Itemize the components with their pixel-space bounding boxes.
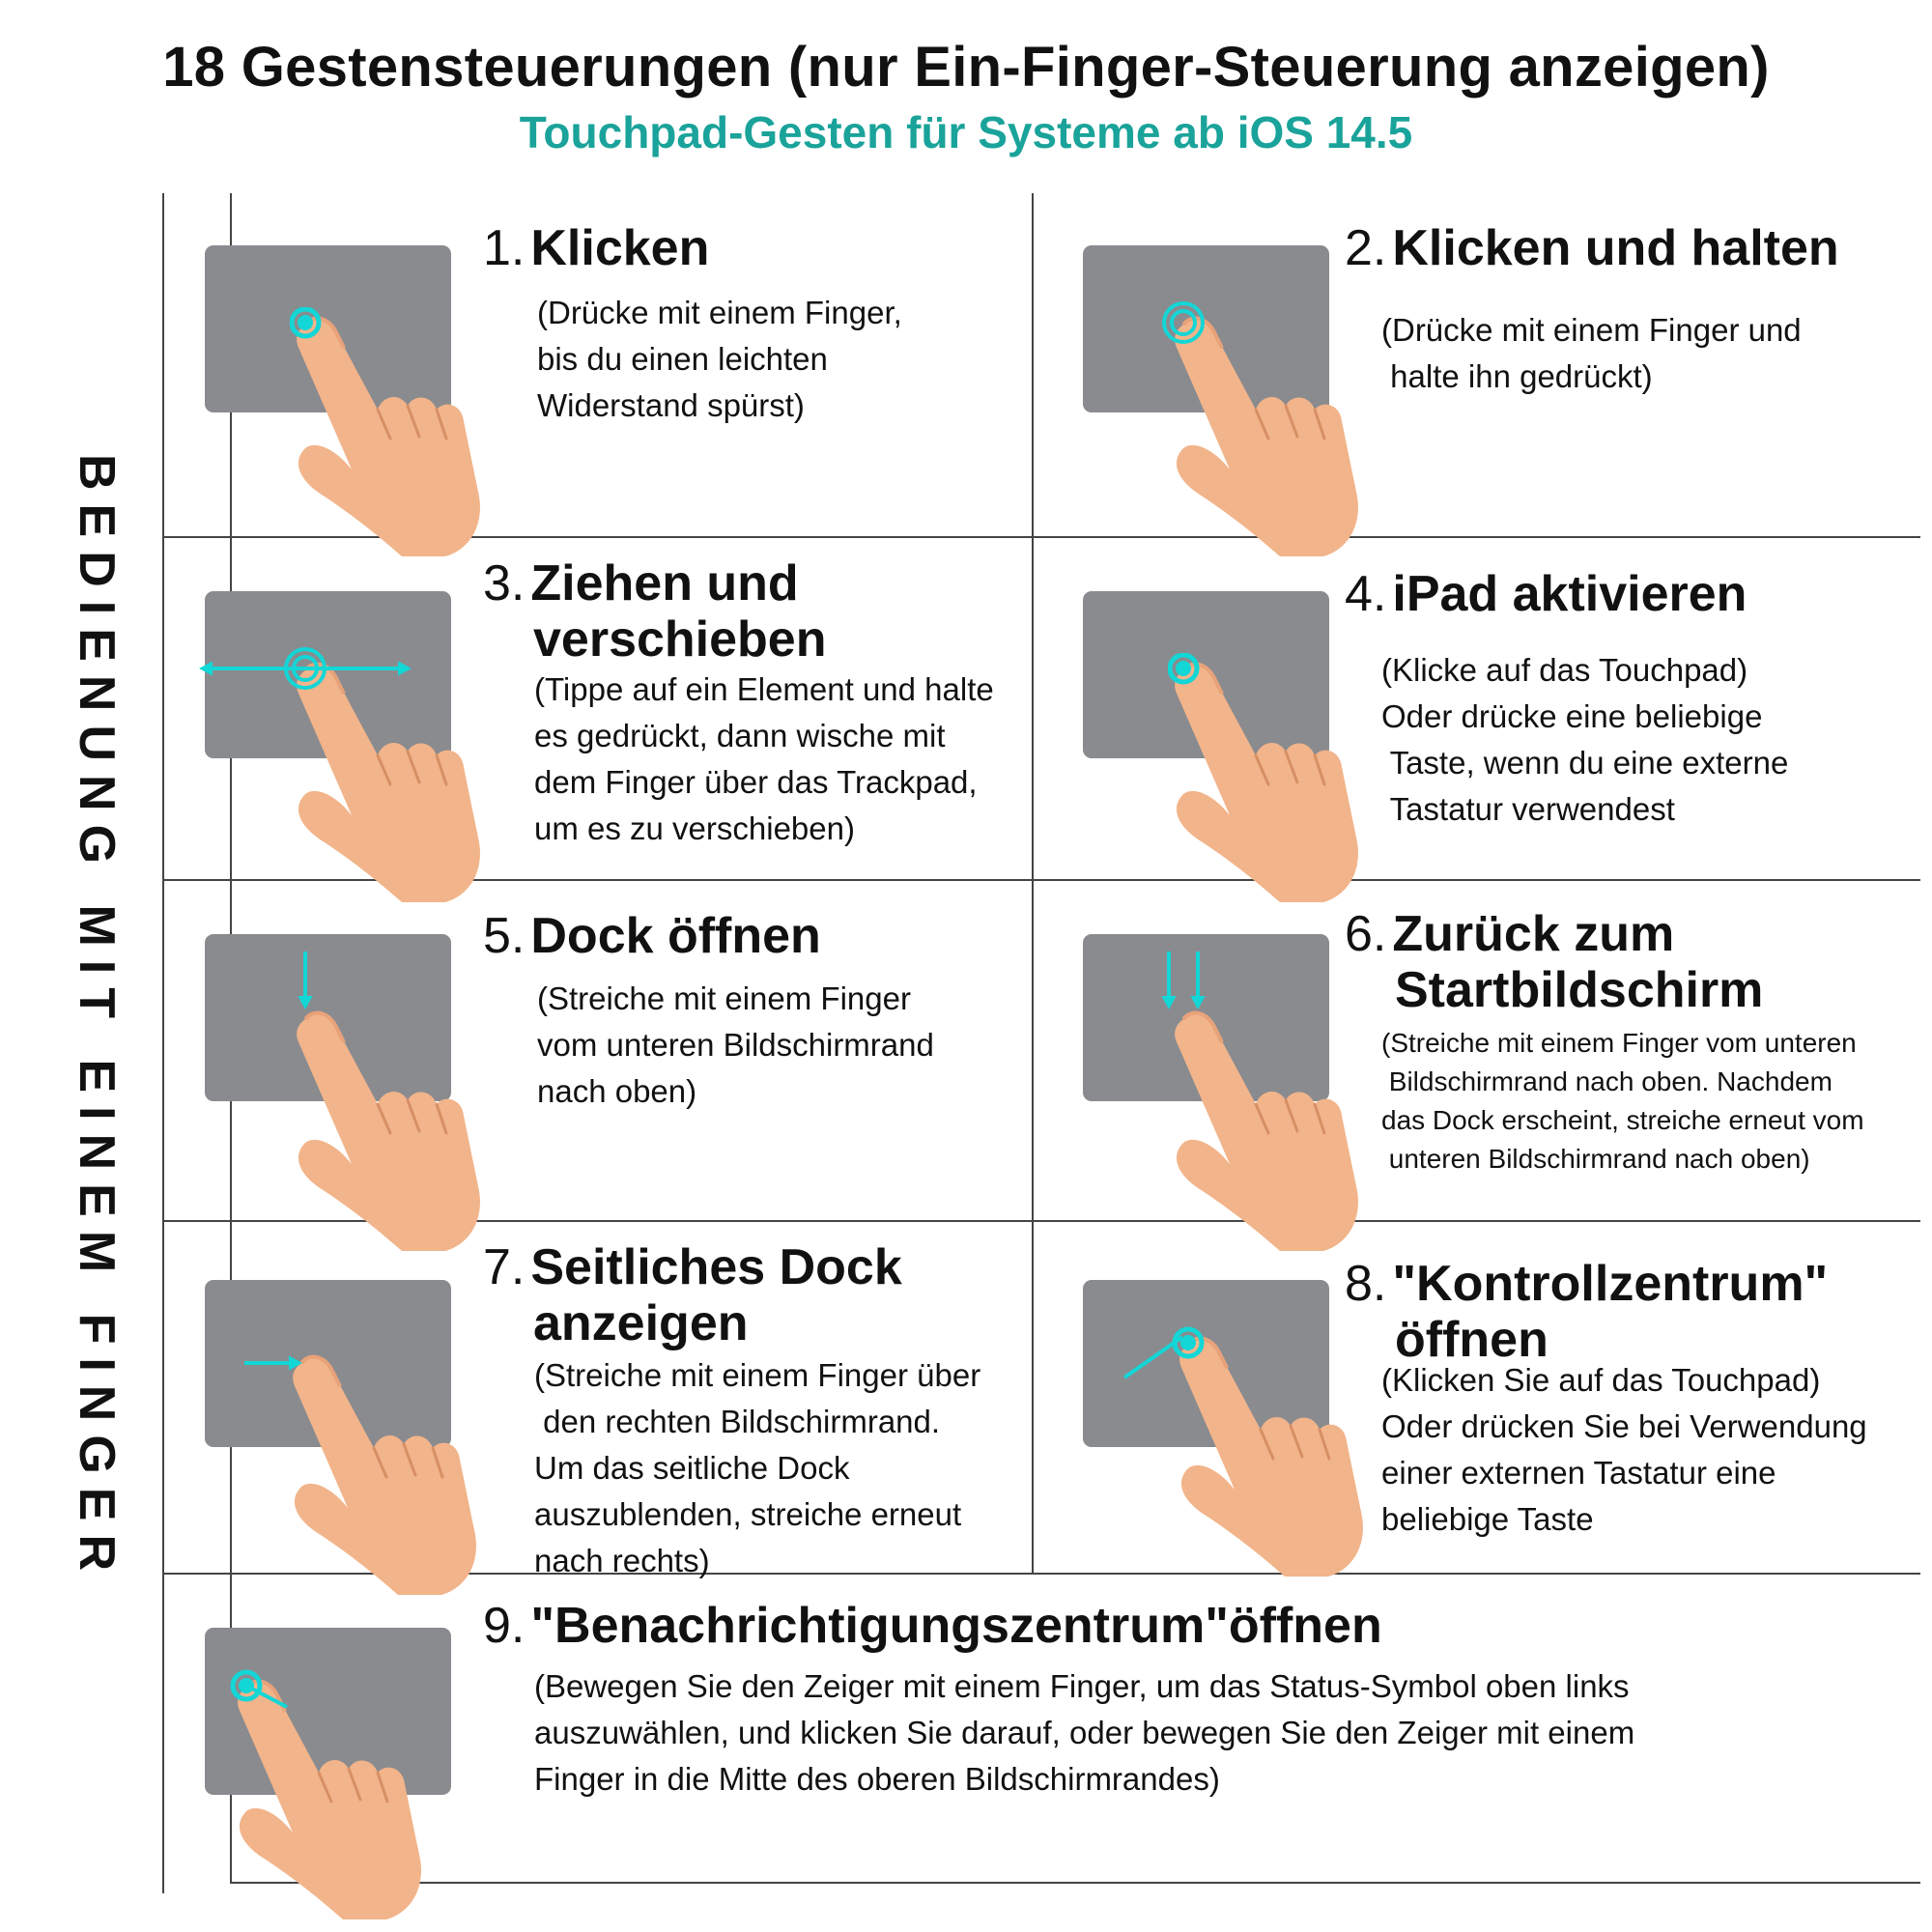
description-line: Um das seitliche Dock: [534, 1450, 850, 1486]
description-line: das Dock erscheint, streiche erneut vom: [1381, 1105, 1864, 1135]
description-line: (Streiche mit einem Finger: [537, 980, 911, 1016]
gesture-title-line: Klicken: [530, 220, 710, 276]
description-line: nach rechts): [534, 1543, 710, 1578]
description-line: Widerstand spürst): [537, 387, 805, 423]
gesture-title: [1345, 566, 1747, 622]
gesture-number: 5.: [483, 908, 526, 964]
arrow-down-icon: [209, 942, 498, 1135]
gesture-description: [1381, 1357, 1867, 1543]
drag-arrows-icon: [284, 647, 574, 840]
column-divider: [1032, 193, 1034, 1575]
gesture-title-line: öffnen: [1395, 1312, 1548, 1368]
description-line: (Drücke mit einem Finger,: [537, 295, 902, 330]
description-line: Finger in die Mitte des oberen Bildschirmrandes): [534, 1761, 1220, 1797]
gesture-description: [534, 667, 994, 852]
description-line: auszuwählen, und klicken Sie darauf, oder bewegen Sie den Zeiger mit einem: [534, 1715, 1635, 1750]
description-line: unteren Bildschirmrand nach oben): [1381, 1144, 1810, 1174]
description-line: es gedrückt, dann wische mit: [534, 718, 946, 753]
gesture-title-line: verschieben: [533, 611, 827, 668]
side-label: BEDIENUNG MIT EINEM FINGER: [69, 454, 125, 1585]
gesture-description: [537, 976, 934, 1115]
description-line: (Streiche mit einem Finger vom unteren: [1381, 1028, 1857, 1058]
description-line: (Klicken Sie auf das Touchpad): [1381, 1362, 1821, 1398]
outer-left-border: [162, 193, 164, 1893]
description-line: Taste, wenn du eine externe: [1381, 745, 1789, 781]
description-line: um es zu verschieben): [534, 810, 855, 846]
gesture-title-line: iPad aktivieren: [1392, 566, 1747, 622]
gesture-title: [483, 908, 821, 964]
gesture-title-line: Ziehen und: [530, 555, 799, 611]
gesture-description: [534, 1663, 1634, 1803]
gesture-description: [1381, 647, 1788, 833]
description-line: (Klicke auf das Touchpad): [1381, 652, 1748, 688]
description-line: dem Finger über das Trackpad,: [534, 764, 978, 800]
description-line: bis du einen leichten: [537, 341, 828, 377]
gesture-title-line: "Kontrollzentrum": [1392, 1256, 1829, 1312]
gesture-description: [537, 290, 902, 429]
gesture-title-line: Startbildschirm: [1395, 962, 1764, 1018]
arrow-right-icon: [211, 1286, 500, 1479]
gesture-number: 7.: [483, 1239, 526, 1295]
gesture-number: 8.: [1345, 1256, 1387, 1312]
page-subtitle: Touchpad-Gesten für Systeme ab iOS 14.5: [519, 107, 1413, 157]
description-line: Bildschirmrand nach oben. Nachdem: [1381, 1066, 1833, 1096]
description-line: (Drücke mit einem Finger und: [1381, 312, 1802, 348]
gesture-number: 4.: [1345, 566, 1387, 622]
gesture-title: [483, 220, 709, 276]
gesture-title: [483, 1239, 902, 1351]
description-line: Tastatur verwendest: [1381, 791, 1675, 827]
gesture-description: [1381, 307, 1802, 400]
gesture-title-line: Klicken und halten: [1392, 220, 1839, 276]
gesture-title: [1345, 906, 1763, 1018]
gesture-description: [534, 1352, 980, 1584]
description-line: (Bewegen Sie den Zeiger mit einem Finger, um das Status-Symbol oben links: [534, 1668, 1630, 1704]
description-line: halte ihn gedrückt): [1381, 358, 1653, 394]
description-line: Oder drücken Sie bei Verwendung: [1381, 1408, 1867, 1444]
description-line: nach oben): [537, 1073, 697, 1109]
description-line: beliebige Taste: [1381, 1501, 1594, 1537]
description-line: (Tippe auf ein Element und halte: [534, 671, 994, 707]
description-line: vom unteren Bildschirmrand: [537, 1027, 934, 1063]
gesture-number: 2.: [1345, 220, 1387, 276]
description-line: einer externen Tastatur eine: [1381, 1455, 1776, 1491]
description-line: (Streiche mit einem Finger über: [534, 1357, 981, 1393]
gesture-description: [1381, 1024, 1864, 1179]
gesture-title: [483, 1598, 1382, 1654]
gesture-title-line: anzeigen: [533, 1295, 749, 1351]
gesture-number: 6.: [1345, 906, 1387, 962]
page-title: 18 Gestensteuerungen (nur Ein-Finger-Steuerung anzeigen): [162, 36, 1770, 99]
description-line: Oder drücke eine beliebige: [1381, 698, 1763, 734]
gesture-title: [1345, 1256, 1828, 1368]
gesture-title-line: "Benachrichtigungszentrum"öffnen: [530, 1598, 1382, 1654]
gesture-title-line: Zurück zum: [1392, 906, 1675, 962]
double-arrow-down-icon: [1087, 942, 1377, 1135]
gesture-number: 1.: [483, 220, 526, 276]
description-line: auszublenden, streiche erneut: [534, 1496, 962, 1532]
pointer-touch-icon: [231, 1670, 521, 1863]
gesture-title: [1345, 220, 1839, 276]
bottom-border: [230, 1882, 1920, 1884]
touch-point-icon: [290, 307, 580, 500]
gesture-title-line: Dock öffnen: [530, 908, 821, 964]
description-line: den rechten Bildschirmrand.: [534, 1404, 941, 1439]
gesture-title: [483, 555, 827, 668]
gesture-title-line: Seitliches Dock: [530, 1239, 902, 1295]
gesture-number: 9.: [483, 1598, 526, 1654]
gesture-number: 3.: [483, 555, 526, 611]
